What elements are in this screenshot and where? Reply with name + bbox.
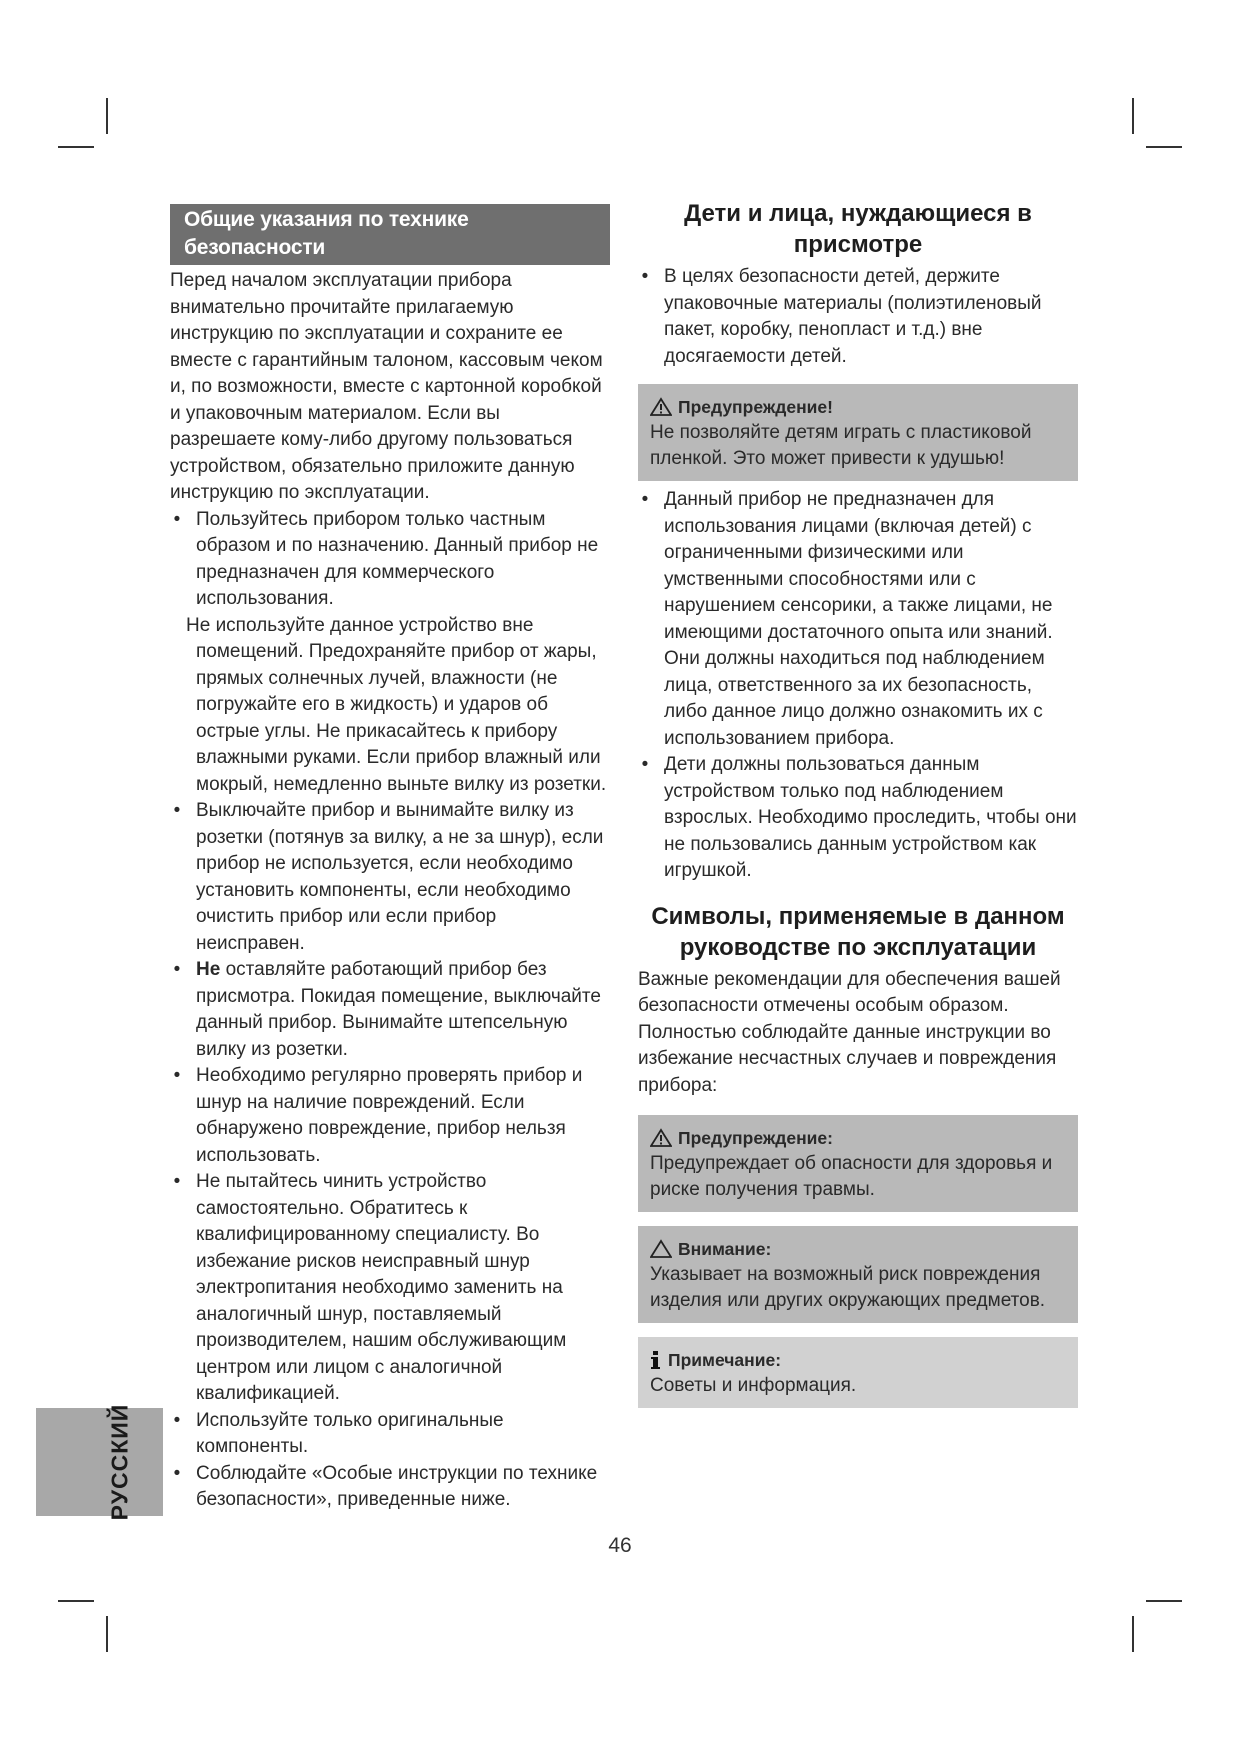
crop-mark xyxy=(1132,98,1134,134)
warning-box: Предупреждение! Не позволяйте детям играть с пластиковой пленкой. Это может привести к удушью! xyxy=(638,384,1078,481)
crop-mark xyxy=(106,98,108,134)
crop-mark xyxy=(58,1600,94,1602)
crop-mark xyxy=(106,1616,108,1652)
warning-triangle-icon xyxy=(650,1128,672,1148)
symbol-note-box: Примечание: Советы и информация. xyxy=(638,1337,1078,1408)
safety-list xyxy=(170,507,610,1514)
list-item: • Дети должны пользоваться данным устройством только под наблюдением взрослых. Необходимо проследить, чтобы они не пользовались данным устройством как игрушкой. xyxy=(641,754,1077,881)
caution-triangle-icon xyxy=(650,1239,672,1259)
list-item: • Необходимо регулярно проверять прибор и шнур на наличие повреждений. Если обнаружено повреждение, прибор нельзя использовать. xyxy=(173,1065,583,1166)
children-list xyxy=(638,264,1078,370)
intro-paragraph: Перед началом эксплуатации прибора внимательно прочитайте прилагаемую инструкцию по эксплуатации и сохраните ее вместе с гарантийным талоном, кассовым чеком и, по возможности, вместе с картонной коробкой и упаковочным материалом. Если вы разрешаете кому-либо другому пользоваться устройством, обязательно приложите данную инструкцию по эксплуатации. xyxy=(170,270,603,503)
list-item: • В целях безопасности детей, держите упаковочные материалы (полиэтиленовый пакет, коробку, пенопласт и т.д.) вне досягаемости детей. xyxy=(641,266,1042,367)
symbols-heading: Символы, применяемые в данном руководстве по эксплуатации xyxy=(651,902,1065,961)
crop-mark xyxy=(1146,146,1182,148)
list-item: • Не оставляйте работающий прибор без присмотра. Покидая помещение, выключайте данный прибор. Вынимайте штепсельную вилку из розетки. xyxy=(173,959,601,1060)
language-tab: РУССКИЙ xyxy=(36,1408,163,1516)
symbol-warning-box: Предупреждение: Предупреждает об опасности для здоровья и риске получения травмы. xyxy=(638,1115,1078,1212)
warning-text: Не позволяйте детям играть с пластиковой пленкой. Это может привести к удушью! xyxy=(650,422,1032,469)
list-item: • Не пытайтесь чинить устройство самостоятельно. Обратитесь к квалифицированному специалисту. Во избежание рисков неисправный шнур электропитания необходимо заменить на аналогичный шнур, поставляемый производителем, нашим обслуживающим центром или лицом с аналогичной квалификацией. xyxy=(173,1171,567,1404)
right-column xyxy=(638,198,1078,1408)
warning-triangle-icon xyxy=(650,397,672,417)
left-column xyxy=(170,204,610,1514)
list-item: • Соблюдайте «Особые инструкции по технике безопасности», приведенные ниже. xyxy=(173,1462,598,1510)
children-heading: Дети и лица, нуждающиеся в присмотре xyxy=(684,200,1032,258)
section-title: Общие указания по технике безопасности xyxy=(170,204,610,265)
list-item: Не используйте данное устройство вне помещений. Предохраняйте прибор от жары, прямых солнечных лучей, влажности (не погружайте его в жидкость) и ударов об острые углы. Не прикасайтесь к прибору влажными руками. Если прибор влажный или мокрый, немедленно выньте вилку из розетки. xyxy=(186,614,607,795)
list-item: • Пользуйтесь прибором только частным образом и по назначению. Данный прибор не предназначен для коммерческого использования. xyxy=(173,508,599,609)
list-item: • Используйте только оригинальные компоненты. xyxy=(173,1409,504,1457)
info-icon xyxy=(650,1350,662,1370)
symbol-caution-box: Внимание: Указывает на возможный риск повреждения изделия или других окружающих предметов. xyxy=(638,1226,1078,1323)
crop-mark xyxy=(1146,1600,1182,1602)
list-item: • Данный прибор не предназначен для использования лицами (включая детей) с ограниченными физическими или умственными способностями или с нарушением сенсорики, а также лицами, не имеющими достаточного опыта или знаний. Они должны находиться под наблюдением лица, ответственного за их безопасность, либо данное лицо должно ознакомить их с использованием прибора. xyxy=(641,489,1053,749)
page-number: 46 xyxy=(608,1534,632,1557)
crop-mark xyxy=(58,146,94,148)
list-item: • Выключайте прибор и вынимайте вилку из розетки (потянув за вилку, а не за шнур), если прибор не используется, если необходимо установить компоненты, если необходимо очистить прибор или если прибор неисправен. xyxy=(173,800,604,954)
symbols-intro: Важные рекомендации для обеспечения вашей безопасности отмечены особым образом. Полностью соблюдайте данные инструкции во избежание несчастных случаев и повреждения прибора: xyxy=(638,968,1061,1096)
children-list-2 xyxy=(638,487,1078,885)
crop-mark xyxy=(1132,1616,1134,1652)
